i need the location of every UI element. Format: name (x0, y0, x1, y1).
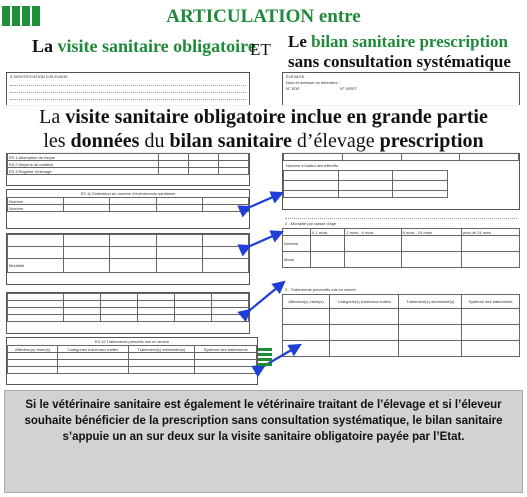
form-row-label: Nombre (8, 198, 64, 205)
right-form-treatments (282, 285, 520, 385)
et-connector: ET (250, 40, 271, 59)
form-line (10, 81, 246, 86)
left-form-heading: 3 IDENTIFICATION D'ELEVAGE (10, 74, 68, 79)
arrow (250, 282, 284, 310)
headline-word: d’élevage (296, 130, 375, 152)
left-subtitle (32, 36, 256, 57)
form-line (10, 95, 246, 100)
right-form-heading: Nombre et statut des effectifs (286, 163, 338, 168)
table-header: Catégorie(s) d'animaux traités (330, 295, 399, 309)
left-form-pathology (6, 292, 250, 334)
table-header: Affection(s) visée(s) (8, 346, 58, 353)
left-subtitle-article: La (32, 36, 54, 56)
right-form-effectifs (282, 152, 520, 210)
form-row-label: R3 3 Registre d'élevage (8, 168, 159, 175)
arrow (250, 232, 282, 246)
headline-word: visite sanitaire obligatoire (65, 106, 286, 128)
form-row-label: Nombre (8, 205, 64, 212)
list-marker-icon (258, 348, 272, 368)
form-line (285, 214, 517, 219)
table-header: 0-1 mois (311, 229, 345, 236)
table-header: 6 mois - 24 mois (401, 229, 461, 236)
right-subtitle-line2: sans consultation systématique (288, 52, 511, 71)
headline-word: bilan sanitaire (169, 130, 292, 152)
form-row-label: Morts (283, 252, 311, 268)
right-form-field: Nom et adresse du détenteur : (286, 80, 341, 85)
headline-word: prescription (379, 130, 484, 152)
table-header: Catégories d'animaux traités (58, 346, 128, 353)
headline-word: données (70, 130, 140, 152)
arrow (250, 193, 282, 207)
page-title: ARTICULATION entre (166, 6, 361, 27)
left-subtitle-highlight: visite sanitaire obligatoire (57, 36, 256, 56)
headline (0, 105, 527, 153)
headline-line2 (0, 129, 527, 153)
right-subtitle (288, 32, 508, 52)
right-form-field: N° SIRET (339, 86, 358, 91)
form-row-label: Nombre (283, 236, 311, 252)
headline-word: du (144, 130, 165, 152)
right-form-top (282, 72, 520, 106)
table-header: 1 mois - 6 mois (345, 229, 401, 236)
right-subtitle-highlight: bilan sanitaire prescription (311, 32, 508, 51)
headline-word: les (43, 130, 66, 152)
right-subtitle-article: Le (288, 32, 307, 51)
section-caption: R3 12 Traitements prescrits mis en œuvre (94, 339, 170, 344)
left-form-events (6, 189, 250, 229)
right-form-mortality (282, 212, 520, 282)
headline-line1 (0, 105, 527, 129)
table-header: plus de 24 mois (462, 229, 520, 236)
table-header: Traitement(s) administré(s) (128, 346, 195, 353)
headline-word: La (39, 106, 61, 128)
right-form-field: N° EDE (286, 86, 300, 91)
form-line (10, 88, 246, 93)
left-form-mortality (6, 233, 250, 285)
table-header: Système des traitements (462, 295, 520, 309)
form-row-label: R3 1 Absorption du risque (8, 154, 159, 161)
section-caption: 3 - Traitements préventifs mis en œuvre (285, 287, 356, 292)
info-banner: Si le vétérinaire sanitaire est également le vétérinaire traitant de l’élevage et si l’éleveur souhaite bénéficier de la prescription sans consultation systématique, le bilan sanitaire s’appuie un an sur deux sur la visite sanitaire obligatoire payée par l’Etat. (4, 390, 523, 493)
right-form-heading: ÉLEVAGE (286, 74, 305, 79)
form-row-label: Mortalité (8, 259, 64, 273)
table-header: Affection(s) visée(s) (283, 295, 330, 309)
table-header: Système des traitements (195, 346, 257, 353)
form-row-label: R3 2 Moyens de maîtrise (8, 161, 159, 168)
table-header: Traitement(s) administré(s) (399, 295, 462, 309)
headline-word: inclue en grande partie (290, 106, 488, 128)
left-form-treatments (6, 337, 258, 385)
section-caption: 2 - Mortalité par classe d'âge (285, 221, 337, 226)
left-form-checklist (6, 152, 250, 186)
section-caption: R3 11 Estimation du nombre d'évènements sanitaires (80, 191, 176, 196)
left-form-top (6, 72, 250, 106)
